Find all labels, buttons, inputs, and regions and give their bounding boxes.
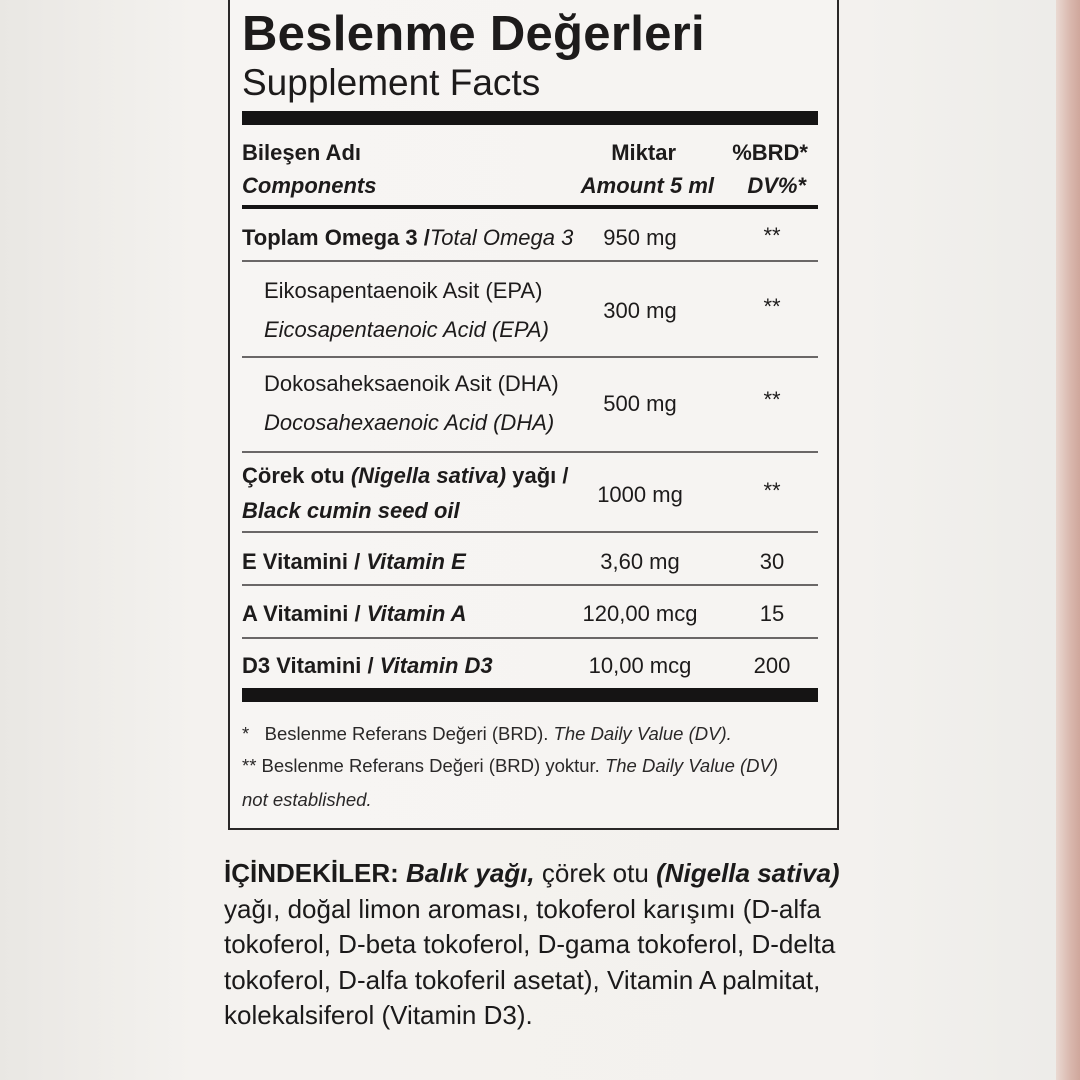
top-thick-rule [242, 111, 818, 125]
row-vitamin-d3-label: D3 Vitamini / Vitamin D3 [242, 653, 493, 678]
row-divider [242, 637, 818, 639]
row-divider [242, 260, 818, 262]
row-vitamin-e-amount: 3,60 mg [600, 549, 680, 574]
row-epa-dv: ** [763, 294, 781, 319]
box-edge [1056, 0, 1080, 1080]
row-vitamin-d3-dv: 200 [753, 653, 791, 678]
header-dv-en: DV%* [747, 173, 806, 198]
row-black-cumin-label-tr: Çörek otu (Nigella sativa) yağı / [242, 463, 569, 488]
header-amount-en: Amount 5 ml [580, 173, 714, 198]
row-omega3-label: Toplam Omega 3 /Total Omega 3 [242, 225, 574, 250]
row-vitamin-a-amount: 120,00 mcg [582, 601, 698, 626]
header-rule [242, 205, 818, 209]
row-omega3-dv: ** [763, 223, 781, 248]
title-turkish: Beslenme Değerleri [242, 7, 705, 61]
footnote-2: ** Beslenme Referans Değeri (BRD) yoktur. The Daily Value (DV) [242, 755, 779, 776]
row-dha-dv: ** [763, 387, 781, 412]
title-english: Supplement Facts [242, 62, 541, 103]
row-omega3-amount: 950 mg [603, 225, 677, 250]
row-epa-amount: 300 mg [603, 298, 677, 323]
row-divider [242, 451, 818, 453]
row-black-cumin-dv: ** [763, 478, 781, 503]
footnote-1: * Beslenme Referans Değeri (BRD). The Daily Value (DV). [242, 723, 732, 744]
row-black-cumin-label-en: Black cumin seed oil [242, 498, 460, 523]
row-dha-label-tr: Dokosaheksaenoik Asit (DHA) [264, 371, 559, 396]
header-component-en: Components [242, 173, 377, 198]
row-divider [242, 531, 818, 533]
row-epa-label-en: Eicosapentaenoic Acid (EPA) [264, 317, 549, 342]
ingredients-text: İÇİNDEKİLER: Balık yağı, çörek otu (Nigella sativa) yağı, doğal limon aroması, tokoferol karışımı (D-alfa tokoferol, D-beta tokoferol, D-gama tokoferol, D-delta tokoferol, D-alfa tokoferil asetat), Vitamin A palmitat, kolekalsiferol (Vitamin D3). [224, 858, 840, 1030]
row-vitamin-a-label: A Vitamini / Vitamin A [242, 601, 467, 626]
row-vitamin-a-dv: 15 [759, 601, 785, 626]
bottom-thick-rule [242, 688, 818, 702]
row-divider [242, 356, 818, 358]
footnote-2-continued: not established. [242, 789, 372, 810]
header-amount-tr: Miktar [611, 140, 676, 165]
row-dha-label-en: Docosahexaenoic Acid (DHA) [264, 410, 555, 435]
header-dv-tr: %BRD* [732, 140, 808, 165]
row-vitamin-d3-amount: 10,00 mcg [588, 653, 692, 678]
header-component-tr: Bileşen Adı [242, 140, 361, 165]
row-divider [242, 584, 818, 586]
row-vitamin-e-label: E Vitamini / Vitamin E [242, 549, 466, 574]
row-vitamin-e-dv: 30 [759, 549, 785, 574]
row-epa-label-tr: Eikosapentaenoik Asit (EPA) [264, 278, 543, 303]
row-dha-amount: 500 mg [603, 391, 677, 416]
row-black-cumin-amount: 1000 mg [597, 482, 683, 507]
